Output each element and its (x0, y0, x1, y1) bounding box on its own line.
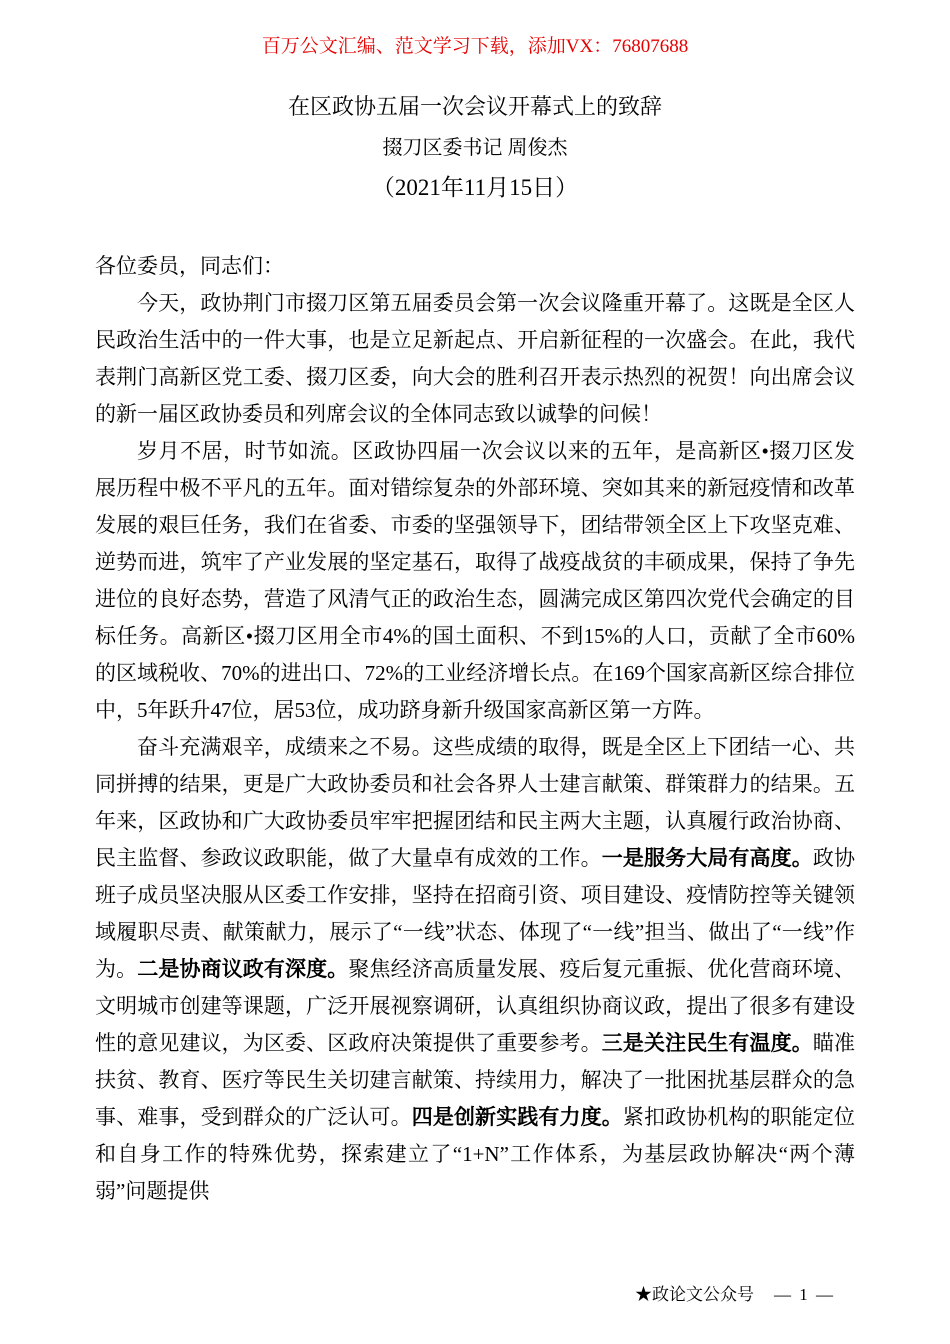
page-number: — 1 — (774, 1285, 835, 1304)
footer-source: ★政论文公众号 (635, 1285, 754, 1304)
text-run: 紧扣政协机构的职能定位和自身工作的特殊优势，探索建立了“1+N”工作体系，为基层政协解决“两个薄弱”问题提供 (95, 1105, 856, 1203)
text-run: 瞄准扶贫、教育、医疗等民生关切建言献策、持续用力，解决了一批困扰基层群众的急事、难事，受到群众的广泛认可。 (95, 1031, 856, 1129)
paragraph (95, 285, 855, 433)
text-run: 奋斗充满艰辛，成绩来之不易。这些成绩的取得，既是全区上下团结一心、共同拼搏的结果，更是广大政协委员和社会各界人士建言献策、群策群力的结果。五年来，区政协和广大政协委员牢牢把握团结和民主两大主题，认真履行政治协商、民主监督、参政议政职能，做了大量卓有成效的工作。 (95, 735, 855, 870)
paragraph (95, 433, 855, 729)
text-run: 聚焦经济高质量发展、疫后复元重振、优化营商环境、文明城市创建等课题，广泛开展视察调研，认真组织协商议政，提出了很多有建设性的意见建议，为区委、区政府决策提供了重要参考。 (95, 957, 856, 1055)
document-title: 在区政协五届一次会议开幕式上的致辞 (287, 94, 662, 119)
bold-text-run: 四是创新实践有力度。 (411, 1105, 623, 1129)
text-run: 政协班子成员坚决服从区委工作安排，坚持在招商引资、项目建设、疫情防控等关键领域履职尽责、献策献力，展示了“一线”状态、体现了“一线”担当、做出了“一线”作为。 (95, 846, 856, 981)
text-run: 岁月不居，时节如流。区政协四届一次会议以来的五年，是高新区•掇刀区发展历程中极不平凡的五年。面对错综复杂的外部环境、突如其来的新冠疫情和改革发展的艰巨任务，我们在省委、市委的坚强领导下，团结带领全区上下攻坚克难、逆势而进，筑牢了产业发展的坚定基石，取得了战疫战贫的丰硕成果，保持了争先进位的良好态势，营造了风清气正的政治生态，圆满完成区第四次党代会确定的目标任务。高新区•掇刀区用全市4%的国土面积、不到15%的人口，贡献了全市60%的区域税收、70%的进出口、72%的工业经济增长点。在169个国家高新区综合排位中，5年跃升47位，居53位，成功跻身新升级国家高新区第一方阵。 (95, 439, 855, 722)
document-paragraphs (95, 285, 855, 1210)
header-notice: 百万公文汇编、范文学习下载，添加VX：76807688 (261, 36, 689, 57)
bold-text-run: 一是服务大局有高度。 (601, 846, 813, 870)
author-byline: 掇刀区委书记 周俊杰 (382, 137, 568, 159)
text-run: 今天，政协荆门市掇刀区第五届委员会第一次会议隆重开幕了。这既是全区人民政治生活中的一件大事，也是立足新起点、开启新征程的一次盛会。在此，我代表荆门高新区党工委、掇刀区委，向大会的胜利召开表示热烈的祝贺！向出席会议的新一届区政协委员和列席会议的全体同志致以诚挚的问候！ (95, 291, 855, 426)
bold-text-run: 二是协商议政有深度。 (137, 957, 349, 981)
paragraph (95, 729, 855, 1210)
bold-text-run: 三是关注民生有温度。 (601, 1031, 813, 1055)
date-line: （2021年11月15日） (371, 175, 579, 200)
salutation: 各位委员，同志们： (95, 254, 284, 278)
page-footer (635, 1284, 835, 1306)
